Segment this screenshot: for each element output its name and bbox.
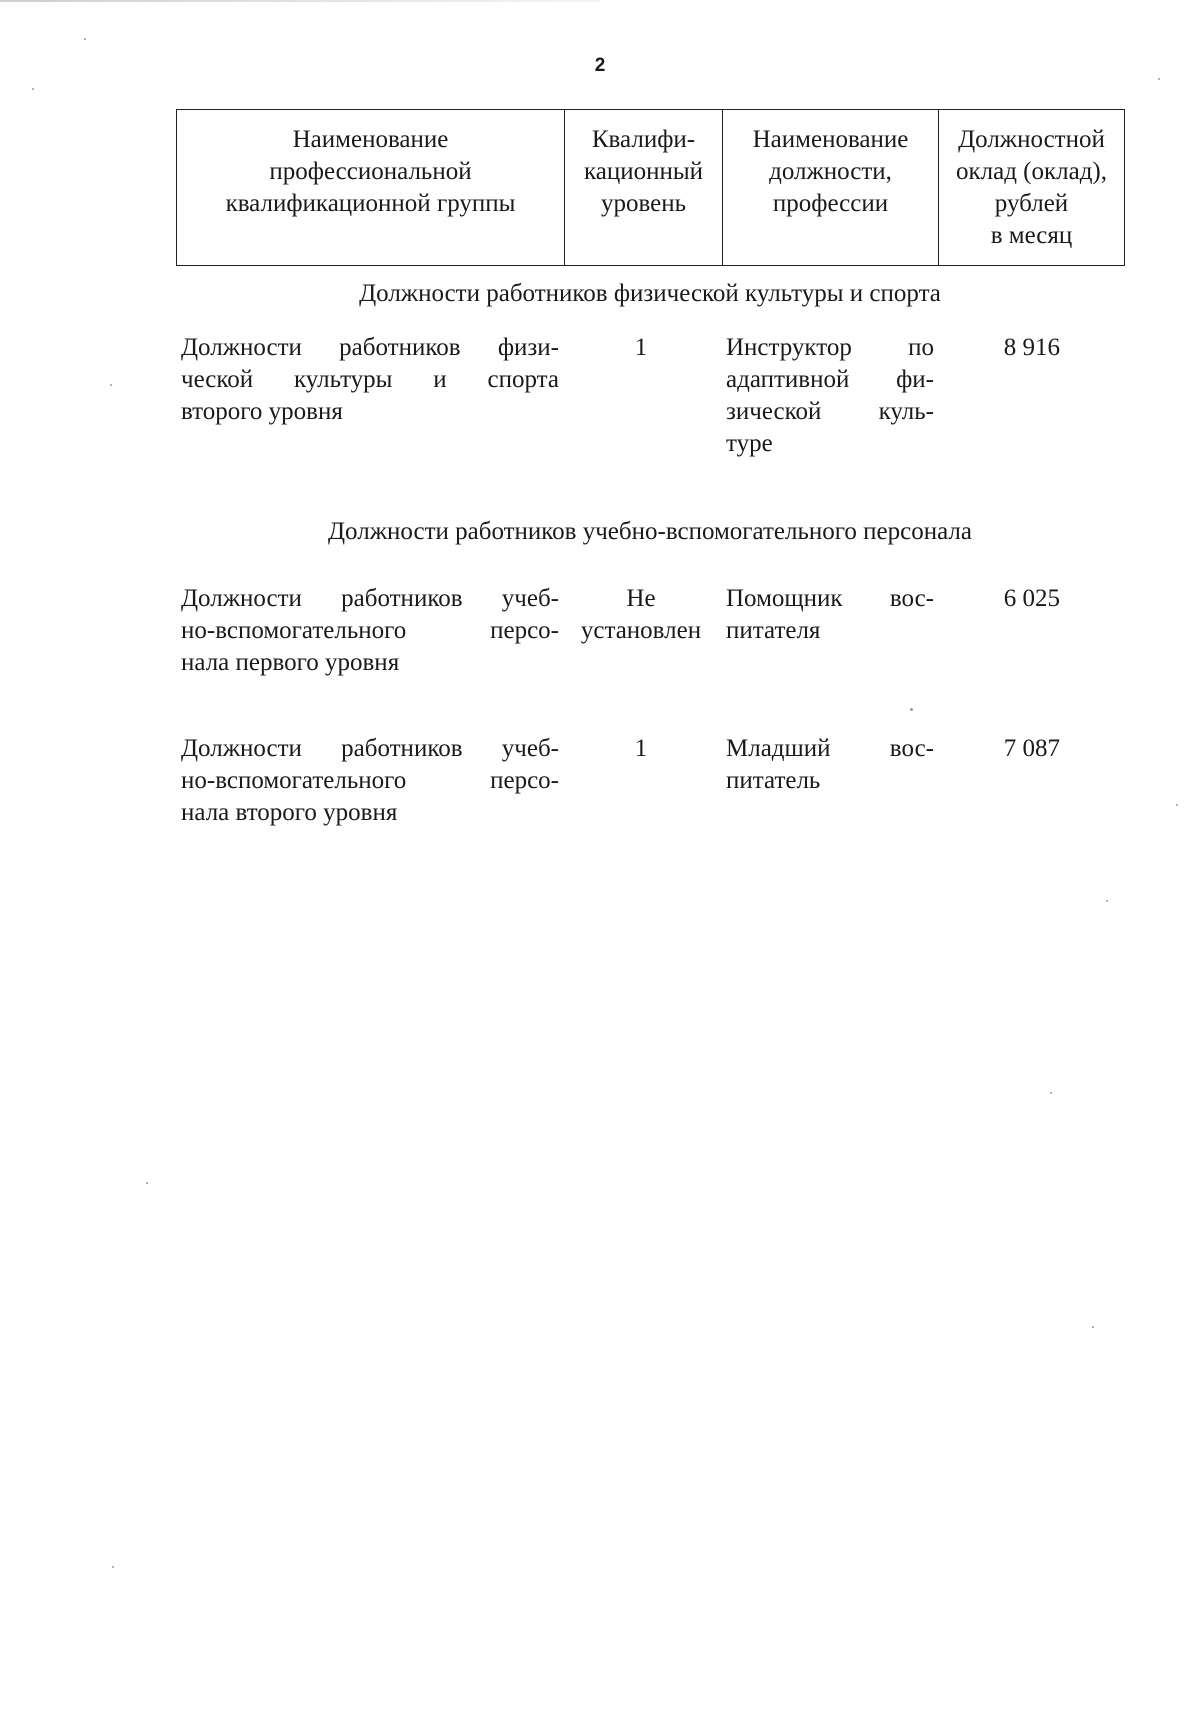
section-title-support-staff: Должности работников учебно-вспомогательного персонала bbox=[328, 518, 972, 545]
salary-cell: 8 916 bbox=[1003, 334, 1060, 361]
position-name-cell: Младший вос- питатель bbox=[726, 735, 934, 794]
header-position-name: Наименование должности, профессии bbox=[723, 110, 939, 266]
qualification-level-cell: 1 bbox=[634, 735, 648, 762]
scan-edge-line bbox=[0, 0, 600, 2]
qualification-level-cell: Не установлен bbox=[580, 585, 702, 644]
column-header-row bbox=[177, 110, 1125, 266]
qualification-group-cell: Должности работников учеб- но-вспомогательного персо- нала первого уровня bbox=[181, 585, 559, 676]
header-qualification-level: Квалифи- кационный уровень bbox=[565, 110, 723, 266]
qualification-level-cell: 1 bbox=[634, 334, 648, 361]
header-salary: Должностной оклад (оклад), рублей в месяц bbox=[939, 110, 1125, 266]
salary-cell: 7 087 bbox=[1003, 735, 1060, 762]
qualification-group-cell: Должности работников физи- ческой культуры и спорта второго уровня bbox=[181, 334, 559, 425]
section-title-physical-culture: Должности работников физической культуры и спорта bbox=[359, 280, 941, 307]
position-name-cell: Помощник вос- питателя bbox=[726, 585, 934, 644]
qualification-group-cell: Должности работников учеб- но-вспомогательного персо- нала второго уровня bbox=[181, 735, 559, 826]
position-name-cell: Инструктор по адаптивной фи- зической куль- туре bbox=[726, 334, 934, 457]
header-qualification-group: Наименование профессиональной квалификационной группы bbox=[177, 110, 565, 266]
salary-cell: 6 025 bbox=[1003, 585, 1060, 612]
page-number: 2 bbox=[594, 55, 606, 76]
column-header-table bbox=[176, 109, 1125, 266]
